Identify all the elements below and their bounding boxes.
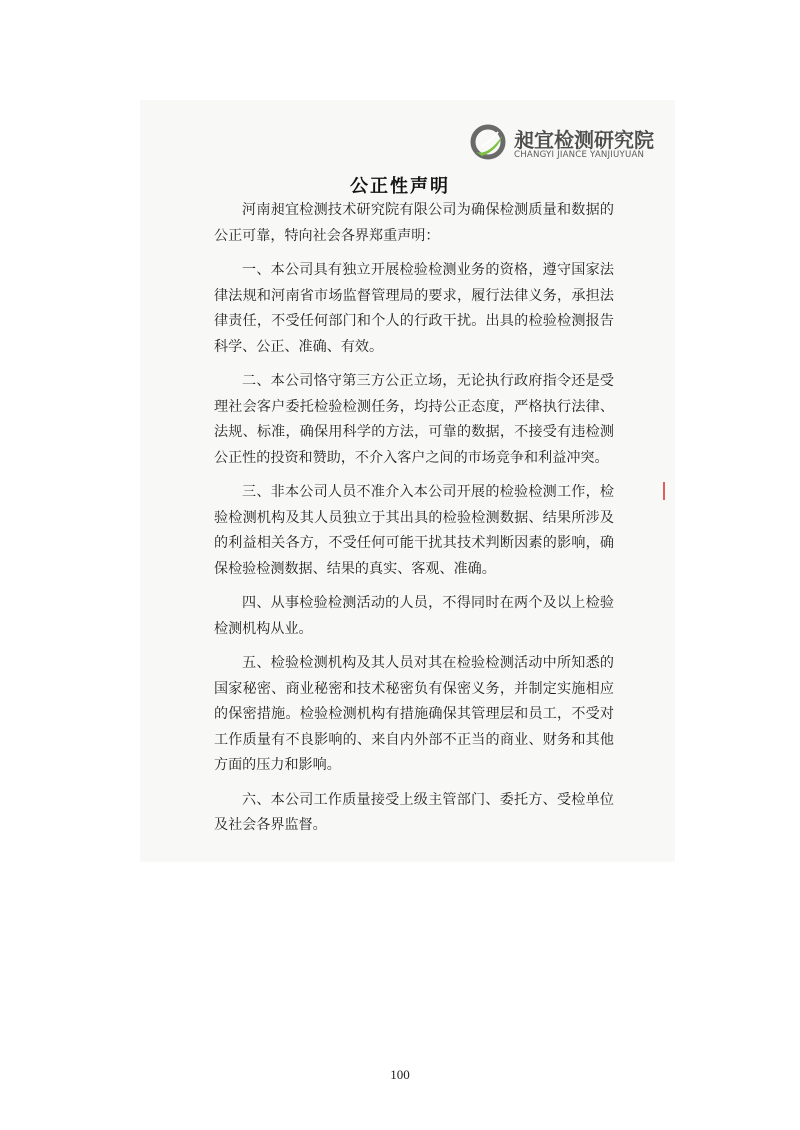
company-logo	[468, 120, 654, 168]
paragraph-intro: 河南昶宜检测技术研究院有限公司为确保检测质量和数据的公正可靠，特向社会各界郑重声明：	[214, 202, 614, 244]
logo-mark-icon	[468, 122, 512, 162]
page-number: 100	[390, 1067, 410, 1082]
statement-body	[214, 198, 614, 848]
red-pen-mark	[663, 482, 665, 500]
logo-name-en: CHANGYI JIANCE YANJIUYUAN	[514, 150, 645, 160]
paragraph-2: 二、本公司恪守第三方公正立场，无论执行政府指令还是受理社会客户委托检验检测任务，均持公正态度，严格执行法律、法规、标准，确保用科学的方法，可靠的数据，不接受有违检测公正性的投资和赞助，不介入客户之间的市场竞争和利益冲突。	[214, 373, 614, 466]
document-title: 公正性声明	[350, 176, 450, 197]
paragraph-1: 一、本公司具有独立开展检验检测业务的资格，遵守国家法律法规和河南省市场监督管理局的要求，履行法律义务，承担法律责任，不受任何部门和个人的行政干扰。出具的检验检测报告科学、公正、准确、有效。	[214, 262, 614, 355]
paragraph-5: 五、检验检测机构及其人员对其在检验检测活动中所知悉的国家秘密、商业秘密和技术秘密负有保密义务，并制定实施相应的保密措施。检验检测机构有措施确保其管理层和员工，不受对工作质量有不良影响的、来自内外部不正当的商业、财务和其他方面的压力和影响。	[214, 655, 614, 773]
paragraph-4: 四、从事检验检测活动的人员，不得同时在两个及以上检验检测机构从业。	[214, 595, 614, 637]
paragraph-3: 三、非本公司人员不准介入本公司开展的检验检测工作，检验检测机构及其人员独立于其出具的检验检测数据、结果所涉及的利益相关各方，不受任何可能干扰其技术判断因素的影响，确保检验检测数据、结果的真实、客观、准确。	[214, 484, 614, 577]
logo-name-cn: 昶宜检测研究院	[514, 128, 654, 152]
paragraph-6: 六、本公司工作质量接受上级主管部门、委托方、受检单位及社会各界监督。	[214, 791, 614, 833]
